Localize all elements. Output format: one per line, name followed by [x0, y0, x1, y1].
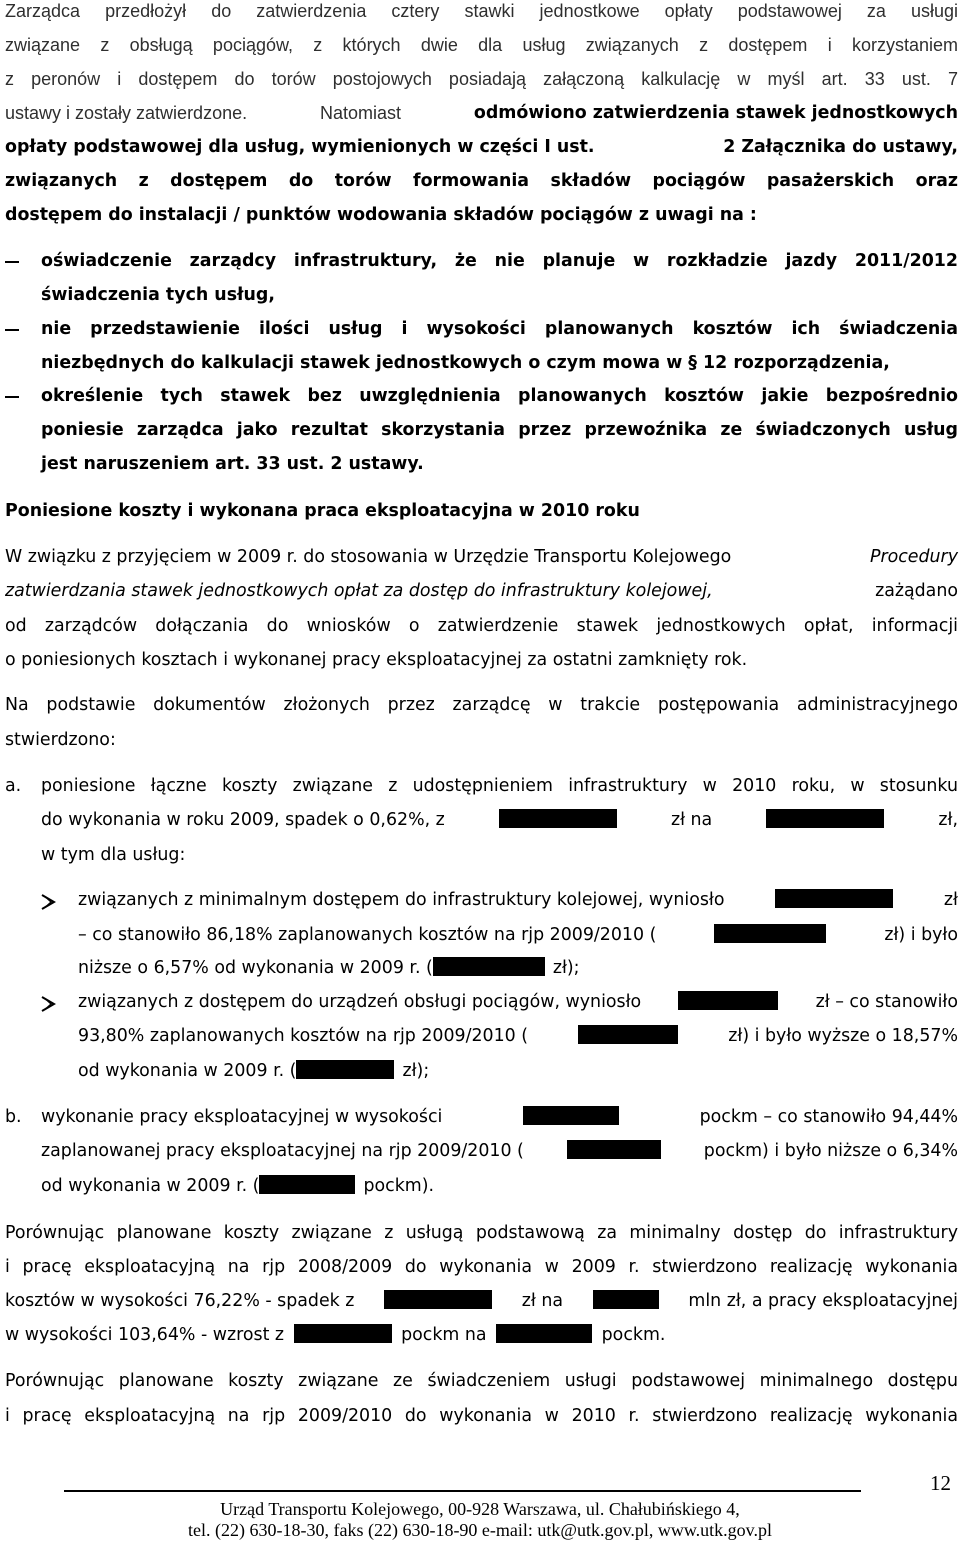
para4-text: kosztów w wysokości 76,22% - spadek z: [5, 1291, 355, 1311]
item-b-line1: [41, 1106, 958, 1128]
redaction-block: [496, 1324, 592, 1343]
item-a-line3: w tym dla usług:: [41, 845, 186, 865]
para4-text: zł na: [521, 1291, 564, 1311]
reason1-line1: oświadczenie zarządcy infrastruktury, że nie planuje w rozkładzie jazdy 2011/2012: [41, 251, 958, 271]
para1-line1: Zarządca przedłożył do zatwierdzenia cztery stawki jednostkowe opłaty podstawowej za usługi: [5, 1, 958, 21]
dash-bullet: [5, 261, 19, 263]
para1-text: ustawy i zostały zatwierdzone.: [5, 103, 248, 123]
sub2-text: związanych z dostępem do urządzeń obsługi pociągów, wyniosło: [78, 992, 642, 1012]
item-a-text: zł na: [670, 810, 713, 830]
redaction-block: [296, 1060, 394, 1079]
sub2-line2: [78, 1025, 958, 1047]
para4-line1: Porównując planowane koszty związane z usługą podstawową za minimalny dostęp do infrastruktury: [5, 1223, 958, 1243]
sub2-text: 93,80% zaplanowanych kosztów na rjp 2009/2010 (: [78, 1026, 529, 1046]
reason1-line2: świadczenia tych usług,: [41, 285, 275, 305]
para1-line4: [5, 102, 958, 124]
sub2-text: zł);: [402, 1061, 430, 1081]
para1-bold-text: 2 Załącznika do ustawy,: [723, 137, 958, 157]
dash-bullet: [5, 396, 19, 398]
arrow-bullet-icon: [40, 995, 58, 1013]
para4-text: pockm.: [601, 1325, 666, 1345]
footer-contact: tel. (22) 630-18-30, faks (22) 630-18-90 e-mail: utk@utk.gov.pl, www.utk.gov.pl: [188, 1520, 772, 1540]
sub2-line3: [78, 1060, 958, 1082]
para1-line5: [5, 136, 958, 158]
redaction-block: [678, 991, 778, 1010]
reason2-line1: nie przedstawienie ilości usług i wysokości planowanych kosztów ich świadczenia: [41, 319, 958, 339]
item-b-text: pockm).: [363, 1176, 435, 1196]
para4-line2: i pracę eksploatacyjną na rjp 2008/2009 do wykonania w 2009 r. stwierdzono realizację wykonania: [5, 1257, 958, 1277]
item-b-text: pockm) i było niższe o 6,34%: [703, 1141, 958, 1161]
para1-bold-text: opłaty podstawowej dla usług, wymienionych w części I ust.: [5, 137, 595, 157]
item-a-label: a.: [5, 776, 22, 796]
para2-text: W związku z przyjęciem w 2009 r. do stosowania w Urzędzie Transportu Kolejowego: [5, 547, 732, 567]
para2-line2: [5, 580, 958, 602]
redaction-block: [775, 889, 893, 908]
item-a-text: do wykonania w roku 2009, spadek o 0,62%, z: [41, 810, 445, 830]
para1-line2: związane z obsługą pociągów, z których dwie dla usług związanych z dostępem i korzystaniem: [5, 35, 958, 55]
reason3-line2: poniesie zarządca jako rezultat skorzystania przez przewoźnika ze świadczonych usług: [41, 420, 958, 440]
item-b-text: zaplanowanej pracy eksploatacyjnej na rjp 2009/2010 (: [41, 1141, 524, 1161]
redaction-block: [523, 1106, 619, 1125]
para4-line3: [5, 1290, 958, 1312]
redaction-block: [567, 1140, 661, 1159]
redaction-block: [259, 1175, 355, 1194]
para2-italic-text: zatwierdzania stawek jednostkowych opłat za dostęp do infrastruktury kolejowej,: [5, 581, 713, 601]
para1-line7: dostępem do instalacji / punktów wodowania składów pociągów z uwagi na :: [5, 205, 757, 225]
sub2-line1: [78, 991, 958, 1013]
para2-text: zażądano: [875, 581, 958, 601]
arrow-bullet-icon: [40, 893, 58, 911]
item-b-line2: [41, 1140, 958, 1162]
para1-line3: z peronów i dostępem do torów postojowych posiadają załączoną kalkulację w myśl art. 33 ust. 7: [5, 69, 958, 89]
redaction-block: [714, 924, 826, 943]
para5-line2: i pracę eksploatacyjną na rjp 2009/2010 do wykonania w 2010 r. stwierdzono realizację wykonania: [5, 1406, 958, 1426]
redaction-block: [578, 1025, 678, 1044]
para2-line1: [5, 546, 958, 568]
sub1-text: związanych z minimalnym dostępem do infrastruktury kolejowej, wyniosło: [78, 890, 725, 910]
redaction-block: [499, 809, 617, 828]
sub2-text: zł – co stanowiło: [815, 992, 958, 1012]
para4-text: mln zł, a pracy eksploatacyjnej: [688, 1291, 958, 1311]
section-heading: Poniesione koszty i wykonana praca eksploatacyjna w 2010 roku: [5, 501, 640, 521]
sub1-text: zł) i było: [884, 925, 958, 945]
redaction-block: [294, 1324, 392, 1343]
redaction-block: [766, 809, 884, 828]
item-b-line3: [41, 1175, 958, 1197]
para2-line3: od zarządców dołączania do wniosków o zatwierdzenie stawek jednostkowych opłat, informacji: [5, 616, 958, 636]
item-b-text: wykonanie pracy eksploatacyjnej w wysokości: [41, 1107, 443, 1127]
reason3-line3: jest naruszeniem art. 33 ust. 2 ustawy.: [41, 454, 424, 474]
para1-text: Natomiast: [319, 103, 402, 123]
para4-text: w wysokości 103,64% - wzrost z: [5, 1325, 285, 1345]
para1-line6: związanych z dostępem do torów formowania składów pociągów pasażerskich oraz: [5, 171, 958, 191]
redaction-block: [433, 957, 545, 976]
para3-line1: Na podstawie dokumentów złożonych przez zarządcę w trakcie postępowania administracyjnego: [5, 695, 958, 715]
para3-line2: stwierdzono:: [5, 730, 116, 750]
dash-bullet: [5, 329, 19, 331]
sub1-text: zł: [943, 890, 958, 910]
item-a-line2: [41, 809, 958, 831]
para4-line4: [5, 1324, 958, 1346]
footer-address: Urząd Transportu Kolejowego, 00-928 Warszawa, ul. Chałubińskiego 4,: [220, 1499, 740, 1519]
footer-divider: [64, 1490, 861, 1492]
sub1-text: zł);: [552, 958, 580, 978]
reason2-line2: niezbędnych do kalkulacji stawek jednostkowych o czym mowa w § 12 rozporządzenia,: [41, 353, 890, 373]
sub2-text: od wykonania w 2009 r. (: [78, 1061, 297, 1081]
item-b-label: b.: [5, 1107, 22, 1127]
sub1-line3: [78, 957, 958, 979]
redaction-block: [593, 1290, 659, 1309]
sub1-text: niższe o 6,57% od wykonania w 2009 r. (: [78, 958, 433, 978]
para2-italic-text: Procedury: [869, 547, 958, 567]
redaction-block: [384, 1290, 492, 1309]
item-a-text: zł,: [938, 810, 958, 830]
item-b-text: pockm – co stanowiło 94,44%: [699, 1107, 958, 1127]
sub1-line2: [78, 924, 958, 946]
item-b-text: od wykonania w 2009 r. (: [41, 1176, 260, 1196]
sub2-text: zł) i było wyższe o 18,57%: [728, 1026, 958, 1046]
para1-bold-text: odmówiono zatwierdzenia stawek jednostkowych: [473, 103, 958, 123]
item-a-line1: poniesione łączne koszty związane z udostępnieniem infrastruktury w 2010 roku, w stosunku: [41, 776, 958, 796]
para5-line1: Porównując planowane koszty związane ze świadczeniem usługi podstawowej minimalnego dostępu: [5, 1371, 958, 1391]
sub1-text: – co stanowiło 86,18% zaplanowanych kosztów na rjp 2009/2010 (: [78, 925, 657, 945]
para4-text: pockm na: [401, 1325, 487, 1345]
sub1-line1: [78, 889, 958, 911]
page-number: 12: [930, 1471, 951, 1495]
para2-line4: o poniesionych kosztach i wykonanej pracy eksploatacyjnej za ostatni zamknięty rok.: [5, 650, 748, 670]
reason3-line1: określenie tych stawek bez uwzględnienia planowanych kosztów jakie bezpośrednio: [41, 386, 958, 406]
